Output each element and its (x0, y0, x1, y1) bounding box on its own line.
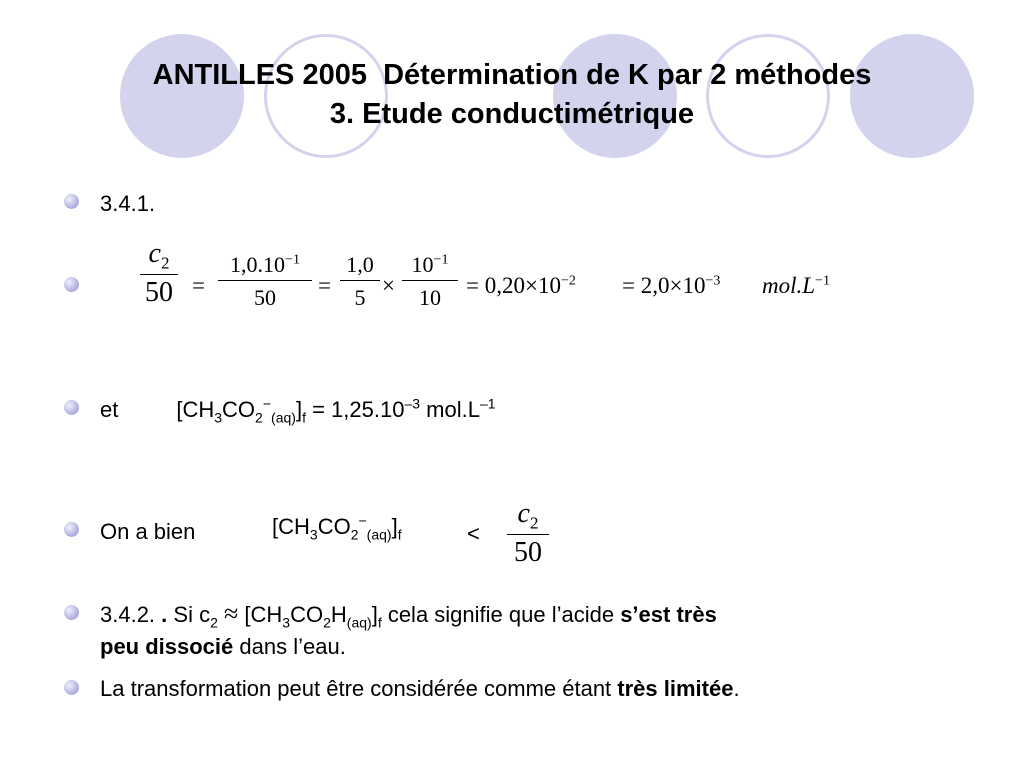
species-close: ] (391, 514, 398, 539)
species-h: H (330, 602, 347, 627)
title-line-1: ANTILLES 2005 Détermination de K par 2 méthodes (152, 59, 872, 91)
f1-num-sup: −1 (285, 252, 300, 268)
conclusion-end: . (733, 676, 740, 701)
f3-den: 10 (402, 280, 458, 315)
value-exp: –3 (404, 395, 421, 412)
bullet-text-342-line2 (100, 630, 346, 663)
value: = 1,25.10 (305, 397, 405, 422)
f2-den: 5 (340, 280, 380, 315)
unit-sup: −1 (815, 273, 830, 289)
si-sub: 2 (210, 614, 218, 631)
title-line-2: 3. Etude conductimétrique (329, 98, 695, 130)
sub-aq: (aq) (271, 409, 296, 426)
value-unit: mol.L (420, 397, 480, 422)
species-co: CO (222, 397, 256, 422)
conclusion-bold: très limitée (617, 676, 734, 701)
prefix-et: et (100, 397, 119, 422)
unit (762, 273, 830, 299)
bullet-text-conclusion (100, 672, 740, 705)
bullet-icon (64, 680, 79, 695)
times-sign: × (382, 273, 395, 298)
bullet-icon (64, 277, 79, 292)
bold-text-1: s’est très (620, 602, 717, 627)
f1-num: 1,0.10 (230, 252, 286, 277)
fraction-2 (340, 250, 380, 315)
species-co: CO (317, 514, 351, 539)
bullet-text-concentration (100, 393, 496, 426)
bold-dot: . (161, 602, 168, 627)
result-2-text: = 2,0×10 (622, 273, 706, 298)
species-close: ] (295, 397, 303, 422)
sub-2: 2 (350, 526, 359, 543)
bullet-text-341: 3.4.1. (100, 191, 156, 216)
species-co: CO (290, 602, 324, 627)
sub-3: 3 (214, 409, 223, 426)
f3-num: 10 (411, 252, 434, 277)
result-1-sup: −2 (560, 273, 576, 289)
sub-3: 3 (309, 526, 318, 543)
bullet-icon (64, 522, 79, 537)
slide-title (0, 56, 1024, 134)
result-1-text: = 0,20×10 (466, 273, 561, 298)
species-open: [CH (176, 397, 215, 422)
sup-minus: − (262, 395, 272, 412)
bullet-text-comparison: On a bien (100, 519, 196, 544)
approx-sign: ≈ (224, 599, 239, 628)
frac-den: 50 (140, 274, 178, 311)
frac-den: 50 (507, 534, 549, 571)
f3-num-sup: −1 (433, 252, 449, 268)
result-2 (622, 273, 720, 299)
less-than: < (467, 521, 480, 546)
rest-text-2: dans l’eau. (233, 634, 346, 659)
bullet-text-342 (100, 597, 717, 631)
sub-f: f (302, 409, 306, 426)
unit-text: mol.L (762, 273, 816, 298)
sub-3: 3 (282, 614, 291, 631)
equals-sign: = (192, 273, 205, 298)
f1-den: 50 (218, 280, 312, 315)
rest-text: cela signifie que l’acide (381, 602, 621, 627)
conclusion-text: La transformation peut être considérée comme étant (100, 676, 618, 701)
bullet-icon (64, 605, 79, 620)
fraction-c2-50 (140, 238, 178, 311)
sup-minus: − (358, 512, 367, 529)
frac-num: c (148, 238, 161, 269)
si-c: Si c (167, 602, 211, 627)
frac-num: c (517, 498, 530, 529)
frac-num-sub: 2 (529, 513, 539, 533)
species-open: [CH (244, 602, 283, 627)
result-2-sup: −3 (705, 273, 721, 289)
sub-f: f (377, 614, 382, 631)
bullet-icon (64, 194, 79, 209)
bullet-icon (64, 400, 79, 415)
fraction-3 (402, 250, 458, 315)
fraction-c2-50 (507, 498, 549, 571)
species-open: [CH (272, 514, 310, 539)
frac-num-sub: 2 (160, 253, 170, 273)
equals-sign: = (318, 273, 331, 298)
f2-num: 1,0 (346, 252, 374, 277)
unit-exp: –1 (479, 395, 496, 412)
result-1 (466, 273, 576, 299)
sub-f: f (397, 526, 402, 543)
sub-2: 2 (255, 409, 263, 426)
species-expression (272, 510, 402, 543)
fraction-1 (218, 250, 312, 315)
sub-aq: (aq) (366, 526, 392, 543)
sub-aq: (aq) (346, 614, 372, 631)
species-close: ] (371, 602, 378, 627)
bold-text-2: peu dissocié (100, 634, 234, 659)
num-342: 3.4.2. (100, 602, 162, 627)
sub-2: 2 (323, 614, 331, 631)
